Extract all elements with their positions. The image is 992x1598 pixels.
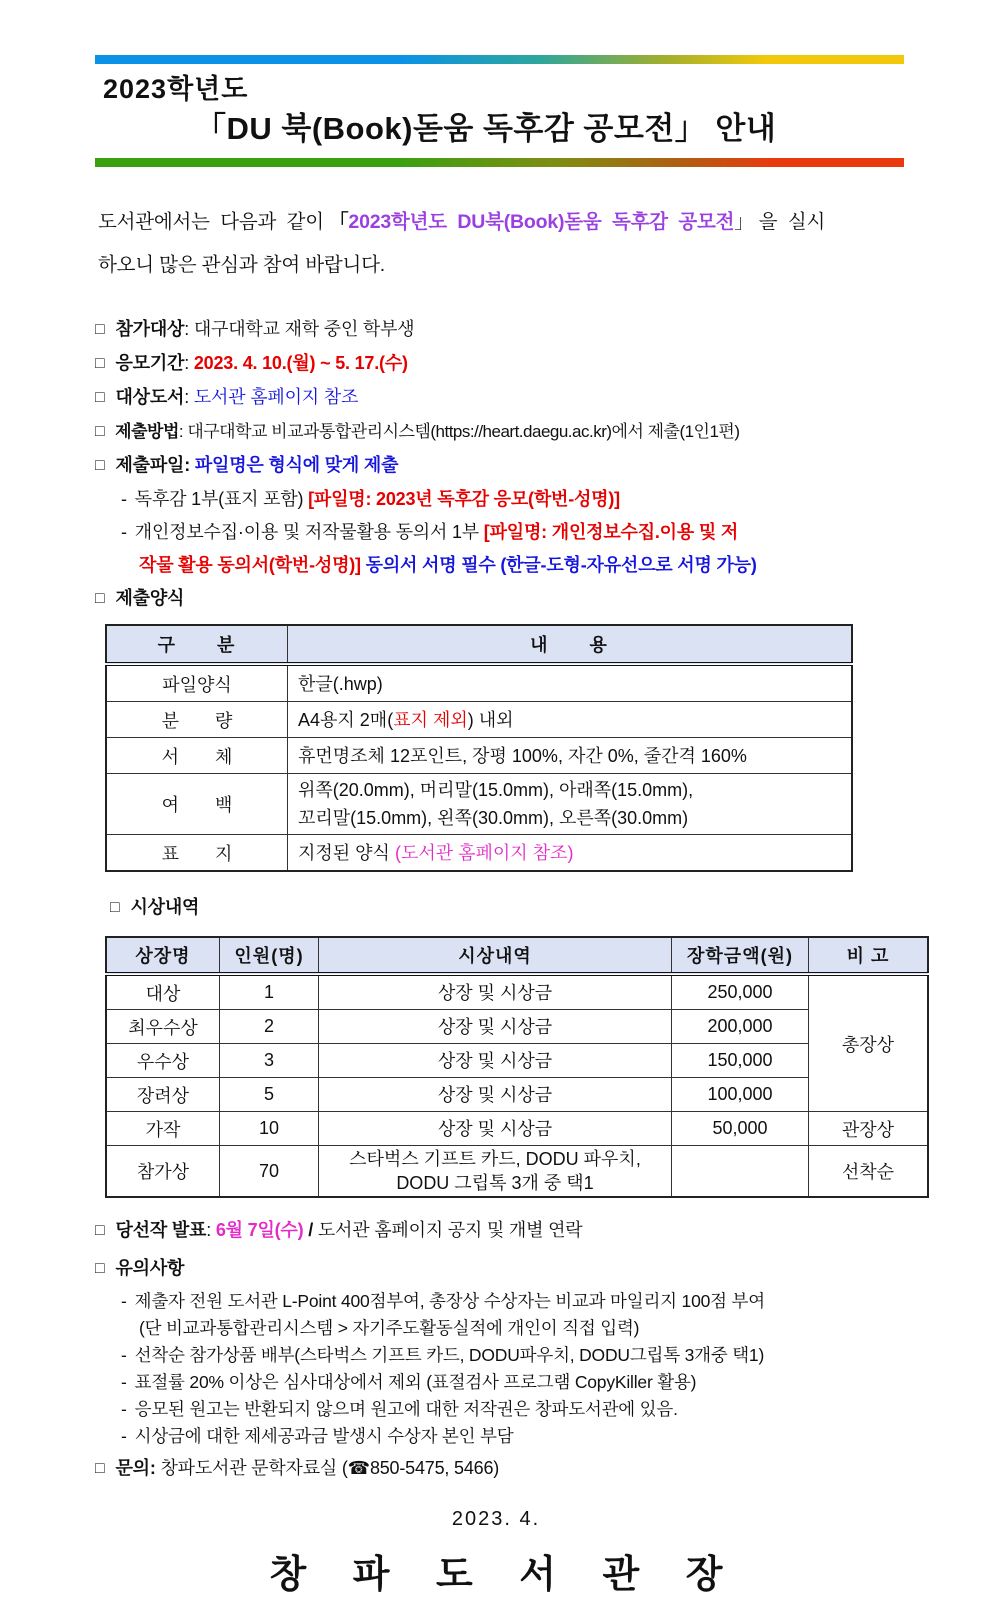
intro-line [98, 244, 906, 287]
table-row [106, 1146, 928, 1198]
text-segment: : [206, 1220, 216, 1240]
text-segment: 파일명은 형식에 맞게 제출 [194, 455, 399, 475]
cell-line: DODU 그립톡 3개 중 택1 [396, 1173, 594, 1193]
amount-cell: 200,000 [672, 1010, 809, 1044]
text-segment: 동의서 서명 필수 (한글-도형-자유선으로 서명 가능) [365, 555, 757, 575]
text-segment: 도서관에서는 다음과 같이 [98, 211, 330, 233]
text-segment: 독후감 1부(표지 포함) [134, 489, 309, 509]
text-segment: 시상금에 대한 제세공과금 발생시 수상자 본인 부담 [134, 1426, 514, 1446]
dash-bullet: - [121, 1426, 127, 1446]
count-cell: 5 [220, 1078, 319, 1112]
notice-item [95, 582, 912, 616]
checkbox-icon: □ [95, 1460, 105, 1477]
text-segment: 지정된 양식 [298, 842, 395, 863]
table-row [106, 664, 852, 702]
notice-item [110, 892, 992, 924]
text-segment: 당선작 발표 [115, 1220, 207, 1240]
prize-name-cell: 가작 [106, 1112, 220, 1146]
detail-cell [319, 1146, 672, 1198]
page-title: 「DU 북(Book)돋움 독후감 공모전」 안내 [195, 111, 777, 146]
notice-item [95, 347, 912, 381]
document-header [103, 72, 897, 148]
row-value-cell [288, 738, 853, 774]
notice-item [95, 1212, 912, 1250]
text-segment: 2023학년도 DU북(Book)돋움 독후감 공모전 [348, 211, 735, 233]
row-value-cell [288, 774, 853, 835]
submission-format-table [105, 624, 853, 872]
text-segment: 2023. 4. 10.(월) ~ 5. 17.(수) [193, 353, 408, 373]
text-segment: [파일명: 개인정보수집.이용 및 저 [483, 522, 739, 542]
table-row [106, 738, 852, 774]
notice-subitem [95, 1396, 912, 1423]
dash-bullet: - [121, 489, 127, 509]
footer-signature: 창 파 도 서 관 장 [269, 1554, 741, 1596]
text-segment: 유의사항 [115, 1258, 185, 1278]
row-value-cell [288, 835, 853, 872]
prize-name-cell: 참가상 [106, 1146, 220, 1198]
amount-cell [672, 1146, 809, 1198]
table-header-row [106, 937, 928, 974]
cell-line: 상장 및 시상금 [437, 1016, 553, 1037]
text-segment: 「 [329, 211, 349, 233]
prize-name-cell: 장려상 [106, 1078, 220, 1112]
text-segment: 을 실시 [753, 211, 826, 233]
text-segment: (단 비교과통합관리시스템 > 자기주도활동실적에 개인이 직접 입력) [139, 1318, 640, 1338]
count-cell: 1 [220, 974, 319, 1010]
award-table-head [106, 937, 928, 974]
cell-line: 스타벅스 기프트 카드, DODU 파우치, [349, 1149, 641, 1169]
detail-cell [319, 1044, 672, 1078]
text-segment: : [184, 353, 194, 373]
checkbox-icon: □ [95, 321, 105, 338]
column-header: 장학금액(원) [672, 937, 809, 974]
detail-cell [319, 974, 672, 1010]
checkbox-icon: □ [95, 590, 105, 607]
notice-list-bottom [95, 1212, 912, 1488]
title-year: 2023학년도 [103, 74, 249, 104]
table-row [106, 1078, 928, 1112]
remark-cell: 선착순 [809, 1146, 929, 1198]
count-cell: 70 [220, 1146, 319, 1198]
row-value-cell [288, 702, 853, 738]
cell-line [298, 804, 841, 832]
text-segment: 한글(.hwp) [298, 673, 383, 694]
text-segment: 표절률 20% 이상은 심사대상에서 제외 (표절검사 프로그램 CopyKiller 활용) [134, 1372, 697, 1392]
notice-item [95, 449, 912, 483]
notice-subitem [95, 483, 912, 516]
table-row [106, 835, 852, 872]
table-header-row [106, 625, 852, 664]
text-segment: 」 [734, 211, 754, 233]
checkbox-icon: □ [95, 355, 105, 372]
table-row [106, 1010, 928, 1044]
document-page [0, 55, 992, 1596]
text-segment: A4용지 2매( [298, 709, 394, 730]
checkbox-icon: □ [95, 1222, 105, 1239]
text-segment: 선착순 참가상품 배부(스타벅스 기프트 카드, DODU파우치, DODU그립톡 3개중 택1) [134, 1345, 765, 1365]
award-table [105, 936, 929, 1198]
text-segment: (도서관 홈페이지 참조) [394, 842, 574, 863]
detail-cell [319, 1078, 672, 1112]
column-header: 비 고 [809, 937, 929, 974]
column-header: 구 분 [106, 625, 288, 664]
intro-line [98, 201, 906, 244]
text-segment: 문의: [115, 1458, 156, 1478]
notice-item [95, 1250, 912, 1288]
award-table-body [106, 974, 928, 1197]
amount-cell: 100,000 [672, 1078, 809, 1112]
checkbox-icon: □ [95, 1260, 105, 1277]
remark-cell: 관장상 [809, 1112, 929, 1146]
text-segment: 표지 제외 [393, 709, 468, 730]
count-cell: 2 [220, 1010, 319, 1044]
text-segment: 창파도서관 문학자료실 (☎850-5475, 5466) [155, 1458, 500, 1478]
prize-name-cell: 대상 [106, 974, 220, 1010]
checkbox-icon: □ [95, 423, 105, 440]
row-label-cell: 파일양식 [106, 664, 288, 702]
notice-subitem [95, 549, 912, 582]
spec-table-head [106, 625, 852, 664]
footer-date: 2023. 4. [451, 1508, 541, 1530]
text-segment: / [308, 1220, 314, 1240]
intro-paragraph [98, 201, 906, 287]
spec-table-body [106, 664, 852, 871]
table-row [106, 774, 852, 835]
count-cell: 10 [220, 1112, 319, 1146]
text-segment: 제출양식 [115, 588, 185, 608]
column-header: 내 용 [288, 625, 853, 664]
dash-bullet: - [121, 1399, 127, 1419]
notice-item [95, 381, 912, 415]
notice-list-top [95, 313, 912, 616]
text-segment: 휴먼명조체 12포인트, 장평 100%, 자간 0%, 줄간격 160% [298, 745, 747, 766]
row-label-cell: 분 량 [106, 702, 288, 738]
notice-subitem [95, 1369, 912, 1396]
notice-subitem [95, 1288, 912, 1315]
text-segment: 대상도서 [115, 387, 185, 407]
dash-bullet: - [121, 522, 127, 542]
dash-bullet: - [121, 1291, 127, 1311]
cell-line [298, 742, 841, 770]
cell-line [298, 839, 841, 867]
row-label-cell: 표 지 [106, 835, 288, 872]
cell-line: 상장 및 시상금 [437, 1050, 553, 1071]
checkbox-icon: □ [95, 389, 105, 406]
column-header: 상장명 [106, 937, 220, 974]
remark-cell: 총장상 [809, 974, 929, 1112]
text-segment: 도서관 홈페이지 공지 및 개별 연락 [313, 1220, 583, 1240]
cell-line [298, 706, 841, 734]
table-row [106, 702, 852, 738]
text-segment: 응모된 원고는 반환되지 않으며 원고에 대한 저작권은 창파도서관에 있음. [134, 1399, 678, 1419]
award-section-heading [110, 892, 992, 924]
text-segment: 개인정보수집·이용 및 저작물활용 동의서 1부 [134, 522, 484, 542]
cell-line [298, 670, 841, 698]
decorative-gradient-bar-bottom [95, 158, 904, 167]
detail-cell [319, 1112, 672, 1146]
cell-line: 상장 및 시상금 [437, 1118, 553, 1139]
text-segment: 제출파일: [115, 455, 191, 475]
amount-cell: 250,000 [672, 974, 809, 1010]
text-segment: : [184, 387, 194, 407]
amount-cell: 50,000 [672, 1112, 809, 1146]
text-segment: 꼬리말(15.0mm), 왼쪽(30.0mm), 오른쪽(30.0mm) [298, 808, 689, 828]
row-label-cell: 서 체 [106, 738, 288, 774]
amount-cell: 150,000 [672, 1044, 809, 1078]
notice-subitem [95, 1315, 912, 1342]
text-segment: 하오니 많은 관심과 참여 바랍니다. [98, 254, 386, 276]
notice-item [95, 313, 912, 347]
checkbox-icon: □ [110, 899, 120, 916]
checkbox-icon: □ [95, 457, 105, 474]
row-value-cell [288, 664, 853, 702]
detail-cell [319, 1010, 672, 1044]
text-segment: [파일명: 2023년 독후감 응모(학번-성명)] [308, 489, 620, 509]
text-segment: 도서관 홈페이지 참조 [193, 387, 359, 407]
row-label-cell: 여 백 [106, 774, 288, 835]
text-segment: : 대구대학교 비교과통합관리시스템(https://heart.daegu.ac.kr)에서 제출(1인1편) [178, 422, 740, 441]
text-segment: 시상내역 [130, 897, 200, 917]
notice-subitem [95, 516, 912, 549]
prize-name-cell: 최우수상 [106, 1010, 220, 1044]
text-segment: 참가대상 [115, 319, 185, 339]
cell-line [298, 776, 841, 804]
text-segment: : 대구대학교 재학 중인 학부생 [184, 319, 415, 339]
notice-subitem [95, 1342, 912, 1369]
text-segment: 작물 활용 동의서(학번-성명)] [139, 555, 361, 575]
column-header: 시상내역 [319, 937, 672, 974]
cell-line: 상장 및 시상금 [437, 1084, 553, 1105]
text-segment: 위쪽(20.0mm), 머리말(15.0mm), 아래쪽(15.0mm), [298, 780, 694, 800]
count-cell: 3 [220, 1044, 319, 1078]
text-segment: 제출방법 [115, 422, 179, 441]
text-segment: ) 내외 [467, 709, 514, 730]
text-segment: 제출자 전원 도서관 L-Point 400점부여, 총장상 수상자는 비교과 마일리지 100점 부여 [134, 1291, 765, 1311]
notice-item [95, 415, 912, 449]
decorative-gradient-bar-top [95, 55, 904, 64]
dash-bullet: - [121, 1372, 127, 1392]
notice-item [95, 1450, 912, 1488]
text-segment: 6월 7일(수) [215, 1220, 304, 1240]
text-segment: 응모기간 [115, 353, 185, 373]
table-row [106, 1044, 928, 1078]
notice-subitem [95, 1423, 912, 1450]
table-row [106, 1112, 928, 1146]
dash-bullet: - [121, 1345, 127, 1365]
column-header: 인원(명) [220, 937, 319, 974]
table-row [106, 974, 928, 1010]
cell-line: 상장 및 시상금 [437, 982, 553, 1003]
prize-name-cell: 우수상 [106, 1044, 220, 1078]
